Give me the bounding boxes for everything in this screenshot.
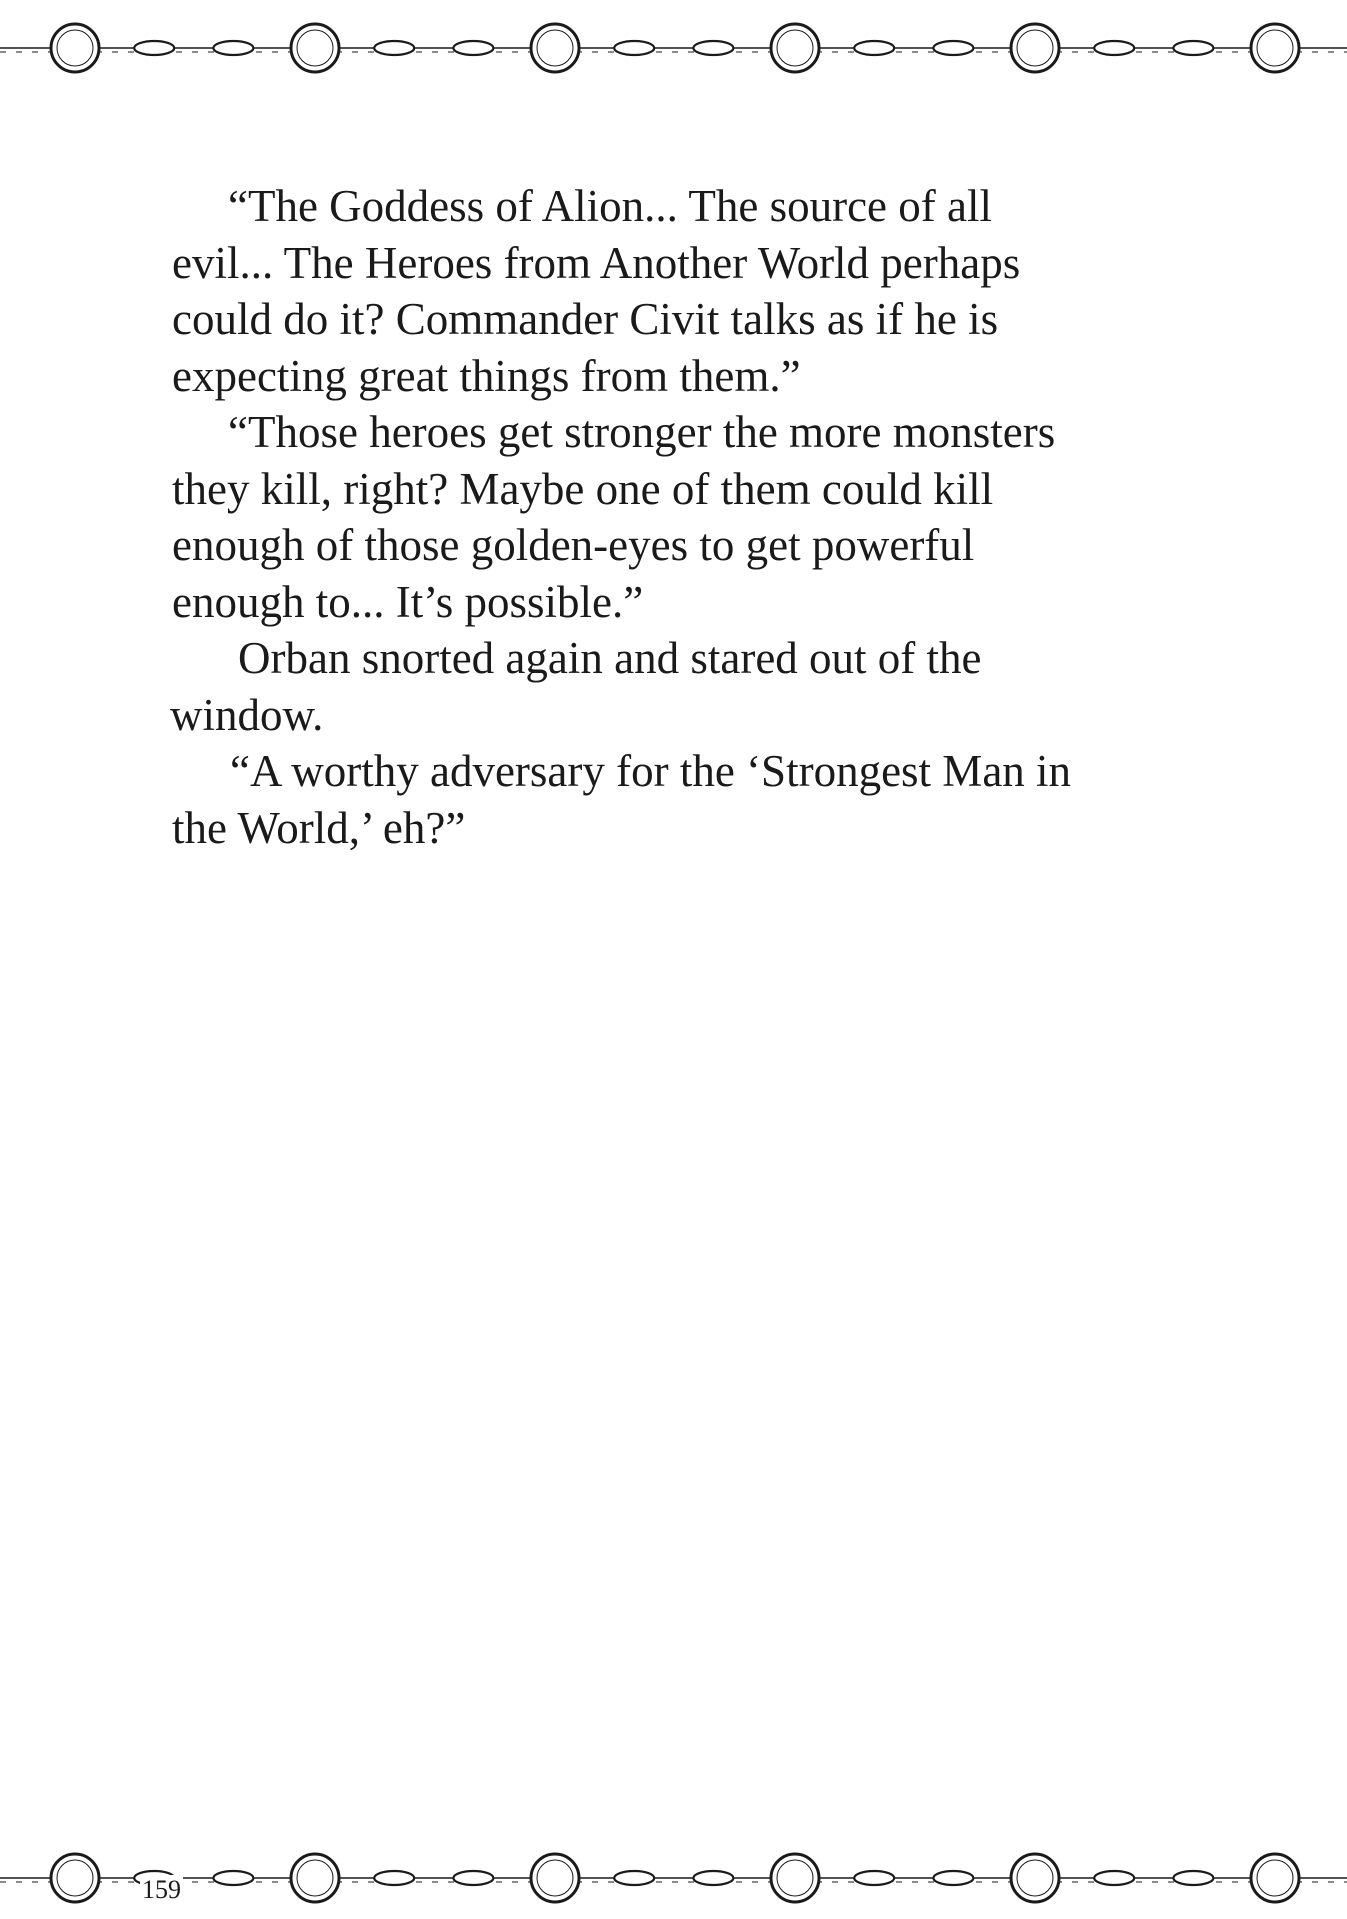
chain-ring [1251, 1854, 1299, 1902]
chain-ring [51, 24, 99, 72]
chain-ring [291, 24, 339, 72]
chain-ring [531, 1854, 579, 1902]
chain-bar-link [453, 1871, 493, 1885]
paragraph: “The Goddess of Alion... The source of all evil... The Heroes from Another World perhaps could do it? Commander Civit talks as if he is expecting great things from them.” [172, 181, 1021, 401]
paragraph: “A worthy adversary for the ‘Strongest Man in the World,’ eh?” [172, 746, 1072, 853]
chain-ring [771, 24, 819, 72]
chain-bar-link [1094, 41, 1134, 55]
body-text [172, 178, 1182, 856]
chain-ring [771, 1854, 819, 1902]
chain-bar-link [854, 41, 894, 55]
chain-ring [1011, 1854, 1059, 1902]
chain-bar-link [134, 41, 174, 55]
chain-ring [531, 24, 579, 72]
chain-bar-link [933, 41, 973, 55]
chain-bar-link [374, 1871, 414, 1885]
chain-ring [51, 1854, 99, 1902]
chain-bar-link [693, 41, 733, 55]
chain-bar-link [213, 1871, 253, 1885]
chain-bar-link [1173, 1871, 1213, 1885]
bottom-chain-border [0, 1838, 1347, 1918]
chain-bar-link [453, 41, 493, 55]
chain-bar-link [854, 1871, 894, 1885]
chain-bar-link [933, 1871, 973, 1885]
page-number: 159 [142, 1875, 181, 1904]
top-chain-border [0, 8, 1347, 88]
chain-bar-link [1094, 1871, 1134, 1885]
paragraph: Orban snorted again and stared out of the window. [170, 633, 982, 740]
chain-bar-link [693, 1871, 733, 1885]
paragraph: “Those heroes get stronger the more monsters they kill, right? Maybe one of them could kill enough of those golden-eyes to get powerful enough to... It’s possible.” [172, 407, 1056, 627]
chain-bar-link [213, 41, 253, 55]
chain-ring [1251, 24, 1299, 72]
chain-bar-link [614, 1871, 654, 1885]
chain-bar-link [614, 41, 654, 55]
chain-ring [1011, 24, 1059, 72]
chain-bar-link [374, 41, 414, 55]
chain-ring [291, 1854, 339, 1902]
chain-bar-link [1173, 41, 1213, 55]
